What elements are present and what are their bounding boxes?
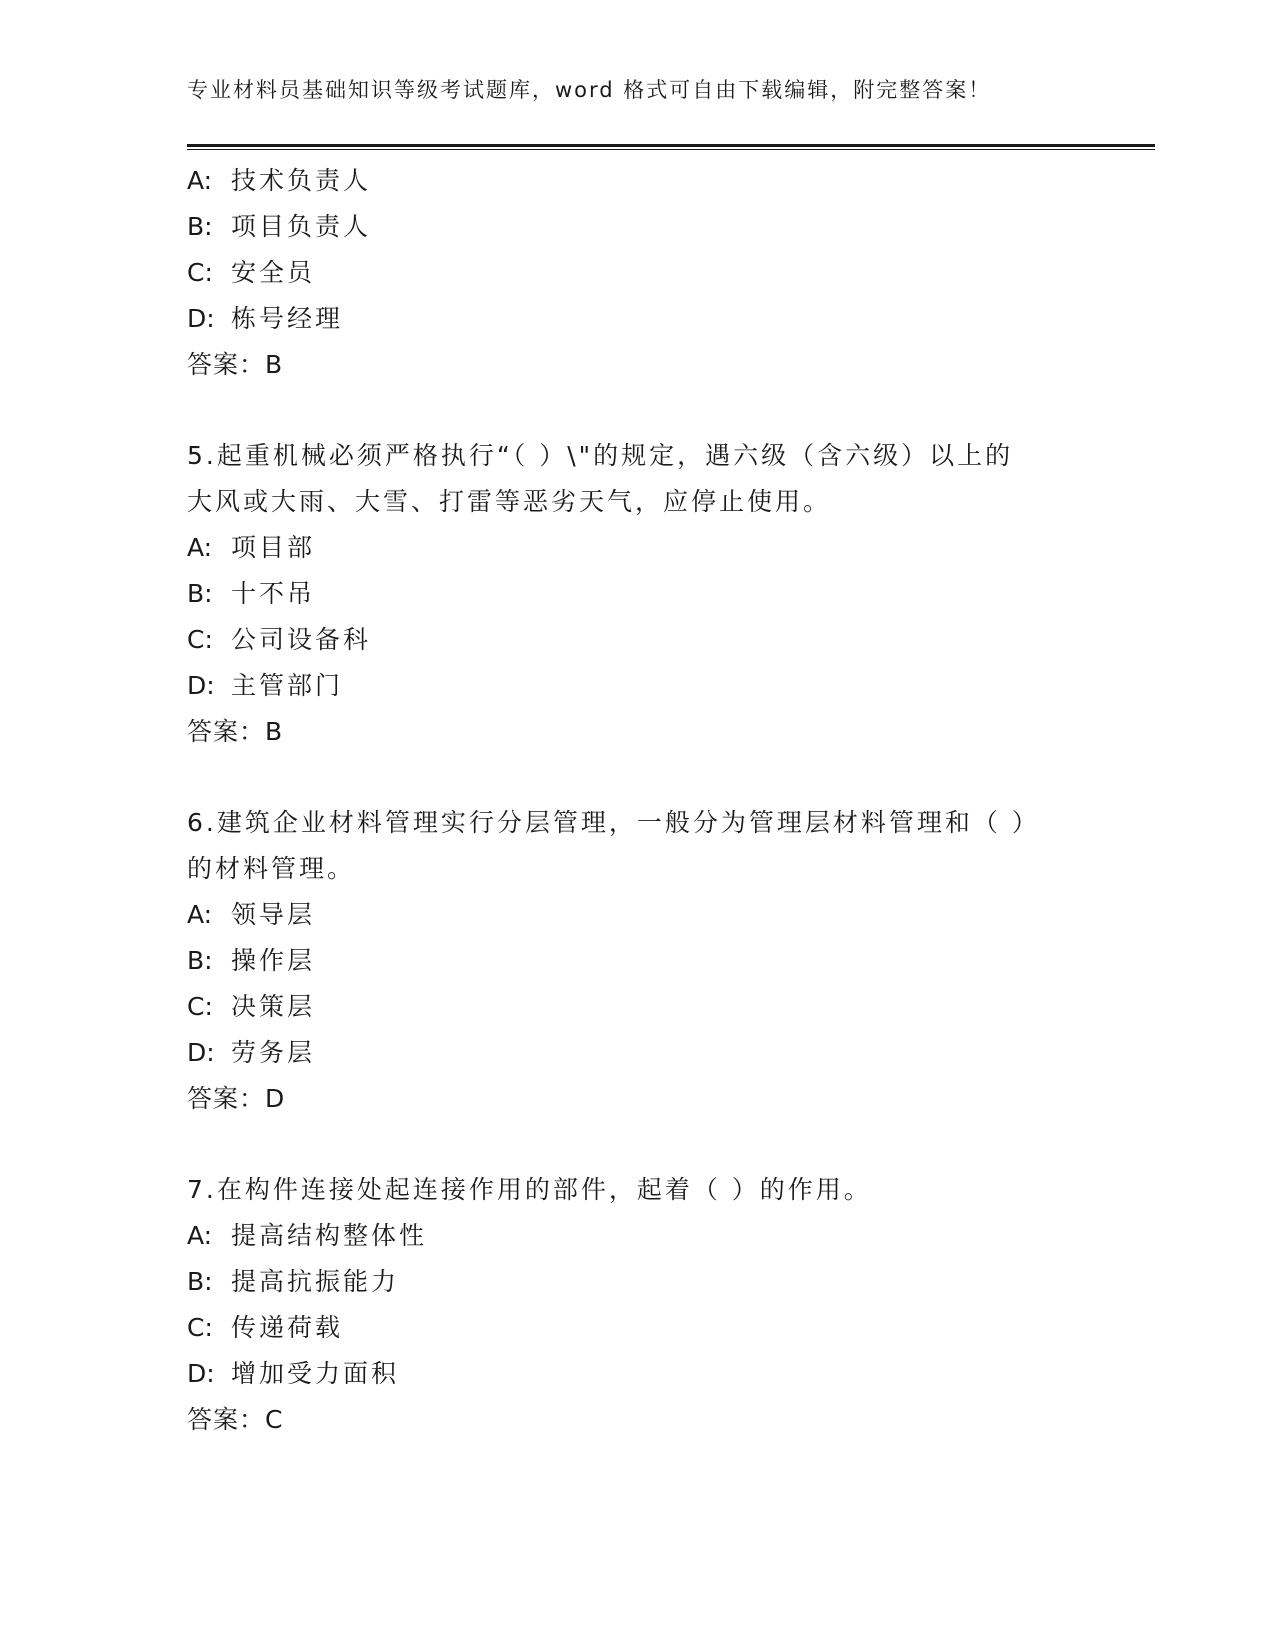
- option-letter: C:: [187, 625, 213, 654]
- question-block: [187, 1167, 1087, 1443]
- option-text: 安全员: [231, 258, 316, 287]
- option-letter: B:: [187, 1267, 213, 1296]
- question-text-line: 的材料管理。: [187, 854, 356, 883]
- option-d: [187, 663, 1087, 709]
- option-a: [187, 158, 1087, 204]
- option-text: 劳务层: [231, 1038, 316, 1067]
- question-block: [187, 433, 1087, 755]
- question-text-line: 5.起重机械必须严格执行“（ ）\"的规定，遇六级（含六级）以上的: [187, 441, 1014, 470]
- question-text-line: 7.在构件连接处起连接作用的部件，起着（ ）的作用。: [187, 1175, 872, 1204]
- option-text: 栋号经理: [231, 304, 344, 333]
- option-text: 项目部: [231, 533, 316, 562]
- option-text: 提高抗振能力: [231, 1267, 400, 1296]
- spacer: [187, 388, 1087, 433]
- option-text: 公司设备科: [231, 625, 372, 654]
- option-d: [187, 296, 1087, 342]
- option-d: [187, 1351, 1087, 1397]
- option-b: [187, 938, 1087, 984]
- header-divider: [187, 144, 1155, 150]
- option-letter: C:: [187, 258, 213, 287]
- option-c: [187, 984, 1087, 1030]
- option-letter: D:: [187, 1038, 215, 1067]
- spacer: [187, 755, 1087, 800]
- question-list: [187, 158, 1087, 1443]
- option-text: 十不吊: [231, 579, 316, 608]
- option-a: [187, 892, 1087, 938]
- answer-line: 答案：D: [187, 1084, 286, 1113]
- option-c: [187, 250, 1087, 296]
- option-c: [187, 617, 1087, 663]
- option-b: [187, 1259, 1087, 1305]
- answer-line: 答案：C: [187, 1405, 284, 1434]
- option-letter: B:: [187, 212, 213, 241]
- option-letter: D:: [187, 1359, 215, 1388]
- answer-line: 答案：B: [187, 350, 284, 379]
- question-block: [187, 158, 1087, 388]
- option-text: 项目负责人: [231, 212, 372, 241]
- option-letter: B:: [187, 579, 213, 608]
- option-letter: D:: [187, 304, 215, 333]
- option-letter: A:: [187, 166, 213, 195]
- option-text: 传递荷载: [231, 1313, 344, 1342]
- option-letter: A:: [187, 533, 213, 562]
- option-letter: D:: [187, 671, 215, 700]
- option-a: [187, 1213, 1087, 1259]
- option-text: 领导层: [231, 900, 316, 929]
- option-a: [187, 525, 1087, 571]
- option-letter: B:: [187, 946, 213, 975]
- option-text: 增加受力面积: [231, 1359, 400, 1388]
- page-header-title: 专业材料员基础知识等级考试题库，word 格式可自由下载编辑，附完整答案！: [187, 78, 992, 102]
- option-letter: A:: [187, 900, 213, 929]
- option-text: 提高结构整体性: [231, 1221, 428, 1250]
- option-letter: A:: [187, 1221, 213, 1250]
- option-b: [187, 571, 1087, 617]
- option-text: 操作层: [231, 946, 316, 975]
- option-c: [187, 1305, 1087, 1351]
- spacer: [187, 1122, 1087, 1167]
- question-text-line: 大风或大雨、大雪、打雷等恶劣天气，应停止使用。: [187, 487, 832, 516]
- option-letter: C:: [187, 1313, 213, 1342]
- option-d: [187, 1030, 1087, 1076]
- question-block: [187, 800, 1087, 1122]
- option-text: 决策层: [231, 992, 316, 1021]
- answer-line: 答案：B: [187, 717, 284, 746]
- option-text: 技术负责人: [231, 166, 372, 195]
- question-text-line: 6.建筑企业材料管理实行分层管理，一般分为管理层材料管理和（ ）: [187, 808, 1040, 837]
- option-letter: C:: [187, 992, 213, 1021]
- option-text: 主管部门: [231, 671, 344, 700]
- option-b: [187, 204, 1087, 250]
